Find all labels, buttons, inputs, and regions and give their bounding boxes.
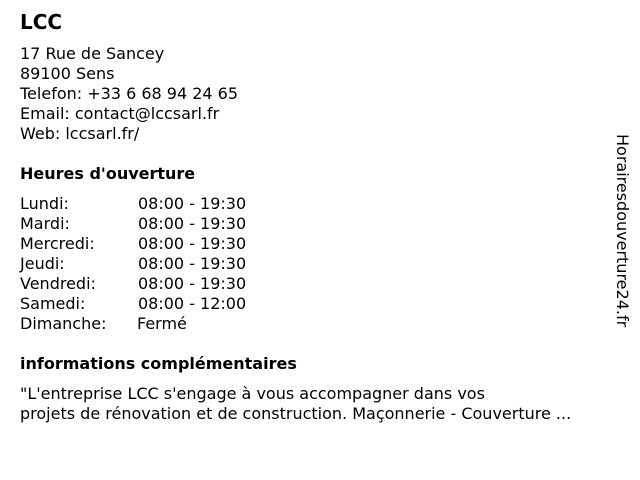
additional-info-heading: informations complémentaires bbox=[20, 354, 297, 373]
time-value: 08:00 - 19:30 bbox=[138, 274, 247, 293]
time-value: 08:00 - 19:30 bbox=[138, 194, 247, 213]
time-value: 08:00 - 12:00 bbox=[138, 294, 247, 313]
email-line: Email: contact@lccsarl.fr bbox=[20, 104, 220, 123]
day-label: Lundi: bbox=[20, 194, 69, 213]
time-value: 08:00 - 19:30 bbox=[138, 254, 247, 273]
business-description bbox=[20, 384, 571, 424]
business-name: LCC bbox=[20, 10, 63, 34]
day-label: Vendredi: bbox=[20, 274, 96, 293]
day-label: Mercredi: bbox=[20, 234, 95, 253]
city-postcode: 89100 Sens bbox=[20, 64, 115, 83]
description-line-1: "L'entreprise LCC s'engage à vous accompagner dans vos bbox=[20, 384, 485, 403]
time-value: Fermé bbox=[137, 314, 187, 333]
day-label: Mardi: bbox=[20, 214, 70, 233]
day-label: Dimanche: bbox=[20, 314, 107, 333]
description-line-2: projets de rénovation et de construction. Maçonnerie - Couverture ... bbox=[20, 404, 572, 423]
day-label: Samedi: bbox=[20, 294, 86, 313]
web-line: Web: lccsarl.fr/ bbox=[20, 124, 140, 143]
source-watermark: Horairesdouverture24.fr bbox=[613, 134, 632, 328]
opening-hours-heading: Heures d'ouverture bbox=[20, 164, 196, 183]
contact-block bbox=[20, 44, 238, 144]
phone-line: Telefon: +33 6 68 94 24 65 bbox=[20, 84, 239, 103]
street-address: 17 Rue de Sancey bbox=[20, 44, 165, 63]
day-label: Jeudi: bbox=[20, 254, 65, 273]
time-value: 08:00 - 19:30 bbox=[138, 234, 247, 253]
time-value: 08:00 - 19:30 bbox=[138, 214, 247, 233]
